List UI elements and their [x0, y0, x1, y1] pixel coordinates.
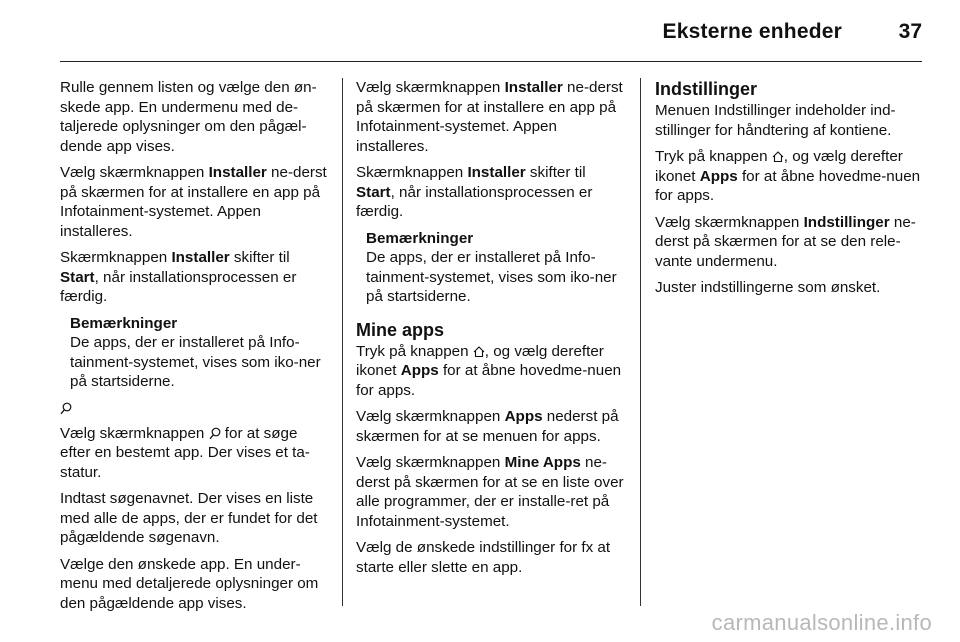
page-title: Eksterne enheder — [662, 20, 842, 43]
ui-term: Start — [356, 183, 391, 201]
home-icon — [473, 345, 485, 358]
text: Vælg skærmknappen — [60, 164, 209, 181]
text: Skærmknappen — [356, 164, 468, 181]
paragraph — [356, 538, 626, 577]
text: Vælg skærmknappen — [356, 79, 505, 96]
search-symbol-line — [60, 399, 328, 418]
paragraph — [60, 489, 328, 548]
note-title: Bemærkninger — [70, 314, 178, 332]
paragraph — [60, 248, 328, 307]
ui-term: Mine Apps — [504, 454, 581, 471]
text: Menuen Indstillinger indeholder ind-stillinger for håndtering af kontiene. — [655, 102, 896, 139]
text: , og vælg derefter ikonet — [356, 342, 604, 379]
text: Juster indstillingerne som ønsket. — [655, 279, 881, 296]
paragraph — [60, 163, 328, 241]
text: , når installationsprocessen er færdig. — [356, 183, 593, 220]
ui-term: Start — [60, 268, 95, 286]
home-icon — [772, 150, 784, 163]
ui-term: Apps — [699, 167, 738, 185]
text: for at åbne hovedme-nuen for apps. — [655, 167, 921, 204]
ui-term: Indstillinger — [803, 213, 890, 231]
paragraph — [655, 101, 925, 140]
paragraph — [655, 278, 925, 298]
text: for at søge efter en bestemt app. Der vises et ta-statur. — [60, 424, 310, 481]
text: Indtast søgenavnet. Der vises en liste med alle de apps, der er fundet for det pågældende søgenavn. — [60, 490, 318, 546]
paragraph — [356, 407, 626, 446]
search-icon — [60, 402, 72, 415]
ui-term: Installer — [171, 249, 230, 266]
ui-term: Installer — [504, 79, 563, 96]
text: , og vælg derefter ikonet — [655, 148, 903, 185]
text: ne-derst på skærmen for at se en liste over alle programmer, der er installe-ret på Infotainment-systemet. — [356, 454, 624, 530]
ui-term: Installer — [467, 164, 526, 181]
paragraph — [60, 424, 328, 483]
note-block — [356, 229, 626, 307]
paragraph — [60, 555, 328, 614]
paragraph — [356, 453, 626, 531]
page-number: 37 — [898, 20, 922, 43]
text: for at åbne hovedme-nuen for apps. — [356, 362, 622, 399]
column-2 — [356, 78, 626, 584]
text: Vælg skærmknappen — [356, 454, 505, 471]
column-1 — [60, 78, 328, 620]
paragraph — [356, 163, 626, 222]
text: Rulle gennem listen og vælge den øn-skede app. En undermenu med de-taljerede oplysninger om den pågæl-dende app vises. — [60, 79, 317, 155]
note-title: Bemærkninger — [366, 229, 474, 247]
paragraph — [655, 147, 925, 206]
text: ne-derst på skærmen for at se den rele-vante undermenu. — [655, 213, 916, 270]
text: Vælg skærmknappen — [356, 408, 505, 425]
note-text: De apps, der er installeret på Info-tainment-systemet, vises som iko-ner på startsiderne. — [70, 334, 321, 390]
ui-term: Apps — [504, 408, 543, 425]
text: , når installationsprocessen er færdig. — [60, 268, 297, 305]
paragraph — [356, 78, 626, 156]
section-heading-mine-apps: Mine apps — [356, 319, 445, 340]
ui-term: Apps — [400, 362, 439, 379]
section-heading-indstillinger: Indstillinger — [655, 79, 758, 99]
header-rule — [60, 61, 922, 62]
text: Vælg de ønskede indstillinger for fx at starte eller slette en app. — [356, 539, 611, 576]
note-block — [60, 314, 328, 392]
text: skifter til — [525, 164, 586, 181]
text: Tryk på knappen — [356, 342, 473, 360]
watermark: carmanualsonline.info — [711, 610, 932, 635]
note-text: De apps, der er installeret på Info-tainment-systemet, vises som iko-ner på startsiderne. — [366, 249, 617, 305]
paragraph — [60, 78, 328, 156]
text: ne-derst på skærmen for at installere en app på Infotainment-systemet. Appen installeres. — [356, 79, 623, 155]
column-3 — [655, 78, 925, 305]
paragraph — [356, 342, 626, 401]
text: Skærmknappen — [60, 249, 172, 266]
page-header — [0, 0, 960, 62]
paragraph — [655, 213, 925, 272]
text: Vælg skærmknappen — [655, 213, 804, 231]
text: Tryk på knappen — [655, 148, 772, 165]
ui-term: Installer — [208, 164, 267, 181]
text: nederst på skærmen for at se menuen for apps. — [356, 408, 619, 445]
text: ne-derst på skærmen for at installere en app på Infotainment-systemet. Appen installeres. — [60, 164, 327, 240]
text: skifter til — [229, 249, 290, 266]
text: Vælge den ønskede app. En under-menu med detaljerede oplysninger om den pågældende app vises. — [60, 555, 319, 612]
column-divider — [640, 78, 641, 606]
column-divider — [342, 78, 343, 606]
search-icon — [209, 427, 221, 440]
text: Vælg skærmknappen — [60, 424, 209, 442]
